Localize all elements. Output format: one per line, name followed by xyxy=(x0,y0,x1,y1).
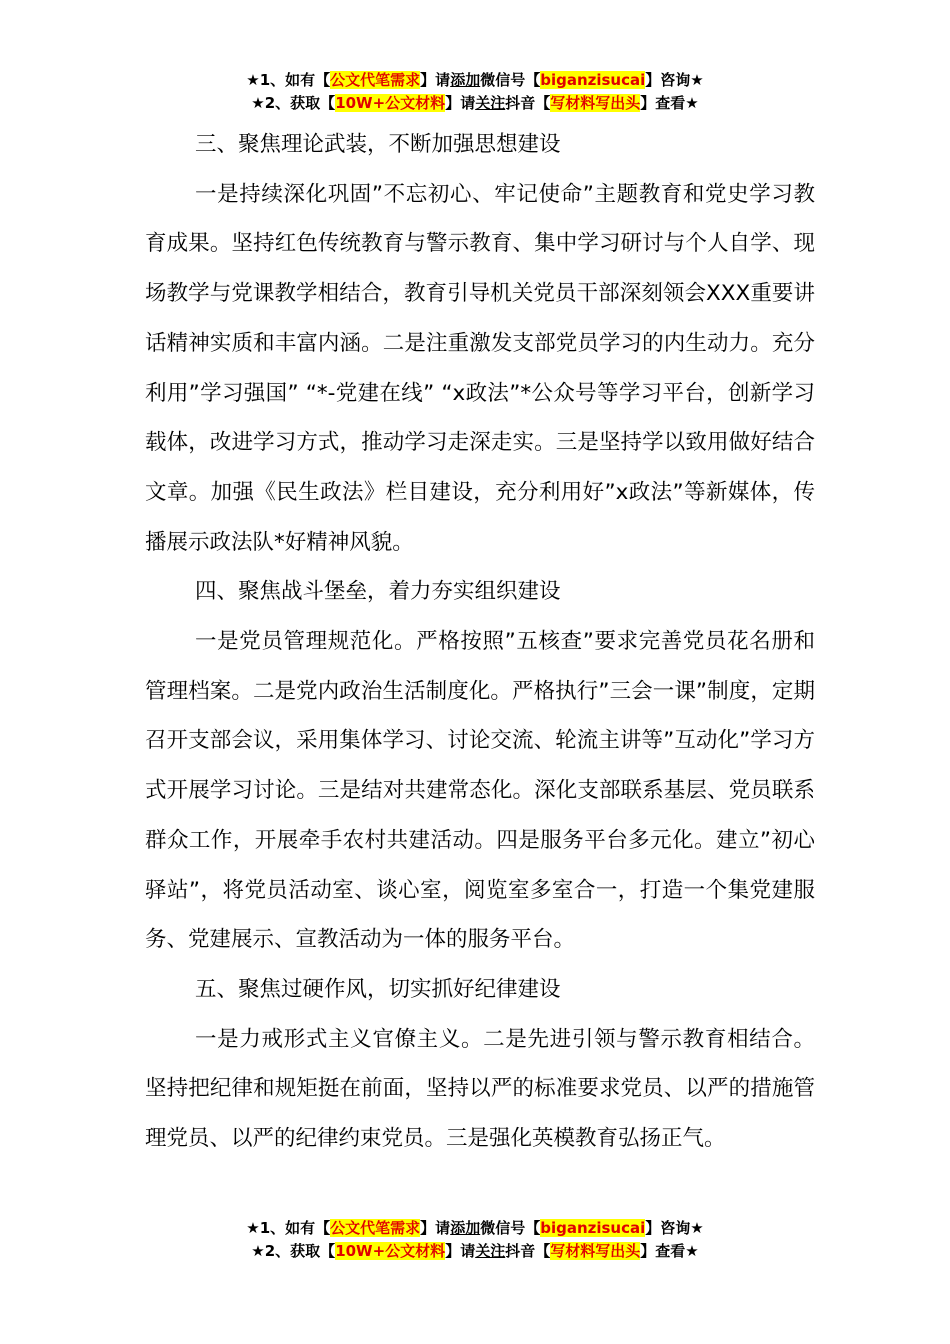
banner-text: ★1、如有【 xyxy=(246,1219,331,1237)
banner-line-1 xyxy=(0,69,950,92)
banner-line-2 xyxy=(0,1240,950,1263)
banner-line-2 xyxy=(0,92,950,115)
banner-text: ★1、如有【 xyxy=(246,71,331,89)
banner-text: 微信号【 xyxy=(480,71,541,89)
highlight-text: 公文代笔需求 xyxy=(330,1219,421,1237)
wechat-id: biganzisucai xyxy=(540,71,646,89)
banner-text: 】请 xyxy=(445,94,476,112)
document-body xyxy=(145,120,815,1164)
header-banner xyxy=(0,69,950,115)
banner-text: 抖音【 xyxy=(505,94,551,112)
banner-text: 】请 xyxy=(420,1219,451,1237)
body-paragraph: 一是力戒形式主义官僚主义。二是先进引领与警示教育相结合。坚持把纪律和规矩挺在前面，坚持以严的标准要求党员、以严的措施管理党员、以严的纪律约束党员。三是强化英模教育弘扬正气。 xyxy=(145,1026,815,1152)
highlight-text: 公文代笔需求 xyxy=(330,71,421,89)
banner-text: 】咨询★ xyxy=(645,1219,704,1237)
douyin-id: 写材料写出头 xyxy=(550,94,641,112)
banner-text: ★2、获取【 xyxy=(251,94,336,112)
banner-text: 抖音【 xyxy=(505,1242,551,1260)
banner-text: 】查看★ xyxy=(640,1242,699,1260)
section-heading-5: 五、聚焦过硬作风，切实抓好纪律建设 xyxy=(195,976,561,1002)
section-heading-3: 三、聚焦理论武装，不断加强思想建设 xyxy=(195,132,561,157)
section-heading-4: 四、聚焦战斗堡垒，着力夯实组织建设 xyxy=(195,579,561,605)
douyin-id: 写材料写出头 xyxy=(550,1242,641,1260)
banner-text: ★2、获取【 xyxy=(251,1242,336,1260)
underlined-text: 添加 xyxy=(450,71,481,89)
banner-text: 】请 xyxy=(420,71,451,89)
banner-text: 微信号【 xyxy=(480,1219,541,1237)
underlined-text: 添加 xyxy=(450,1219,481,1237)
footer-banner xyxy=(0,1217,950,1263)
highlight-text: 10W+公文材料 xyxy=(335,94,446,112)
banner-text: 】咨询★ xyxy=(645,71,704,89)
underlined-text: 关注 xyxy=(475,94,506,112)
body-paragraph: 一是党员管理规范化。严格按照”五核查”要求完善党员花名册和管理档案。二是党内政治生活制度化。严格执行”三会一课”制度，定期召开支部会议，采用集体学习、讨论交流、轮流主讲等”互动化”学习方式开展学习讨论。三是结对共建常态化。深化支部联系基层、党员联系群众工作，开展牵手农村共建活动。四是服务平台多元化。建立”初心驿站”，将党员活动室、谈心室，阅览室多室合一，打造一个集党建服务、党建展示、宣教活动为一体的服务平台。 xyxy=(145,629,815,953)
highlight-text: 10W+公文材料 xyxy=(335,1242,446,1260)
wechat-id: biganzisucai xyxy=(540,1219,646,1237)
banner-text: 】查看★ xyxy=(640,94,699,112)
banner-line-1 xyxy=(0,1217,950,1240)
underlined-text: 关注 xyxy=(475,1242,506,1260)
body-paragraph: 一是持续深化巩固”不忘初心、牢记使命”主题教育和党史学习教育成果。坚持红色传统教育与警示教育、集中学习研讨与个人自学、现场教学与党课教学相结合，教育引导机关党员干部深刻领会XXX重要讲话精神实质和丰富内涵。二是注重激发支部党员学习的内生动力。充分利用”学习强国” “*-党建在线” “x政法”*公众号等学习平台，创新学习载体，改进学习方式，推动学习走深走实。三是坚持学以致用做好结合文章。加强《民生政法》栏目建设，充分利用好”x政法”等新媒体，传播展示政法队*好精神风貌。 xyxy=(145,181,815,555)
banner-text: 】请 xyxy=(445,1242,476,1260)
